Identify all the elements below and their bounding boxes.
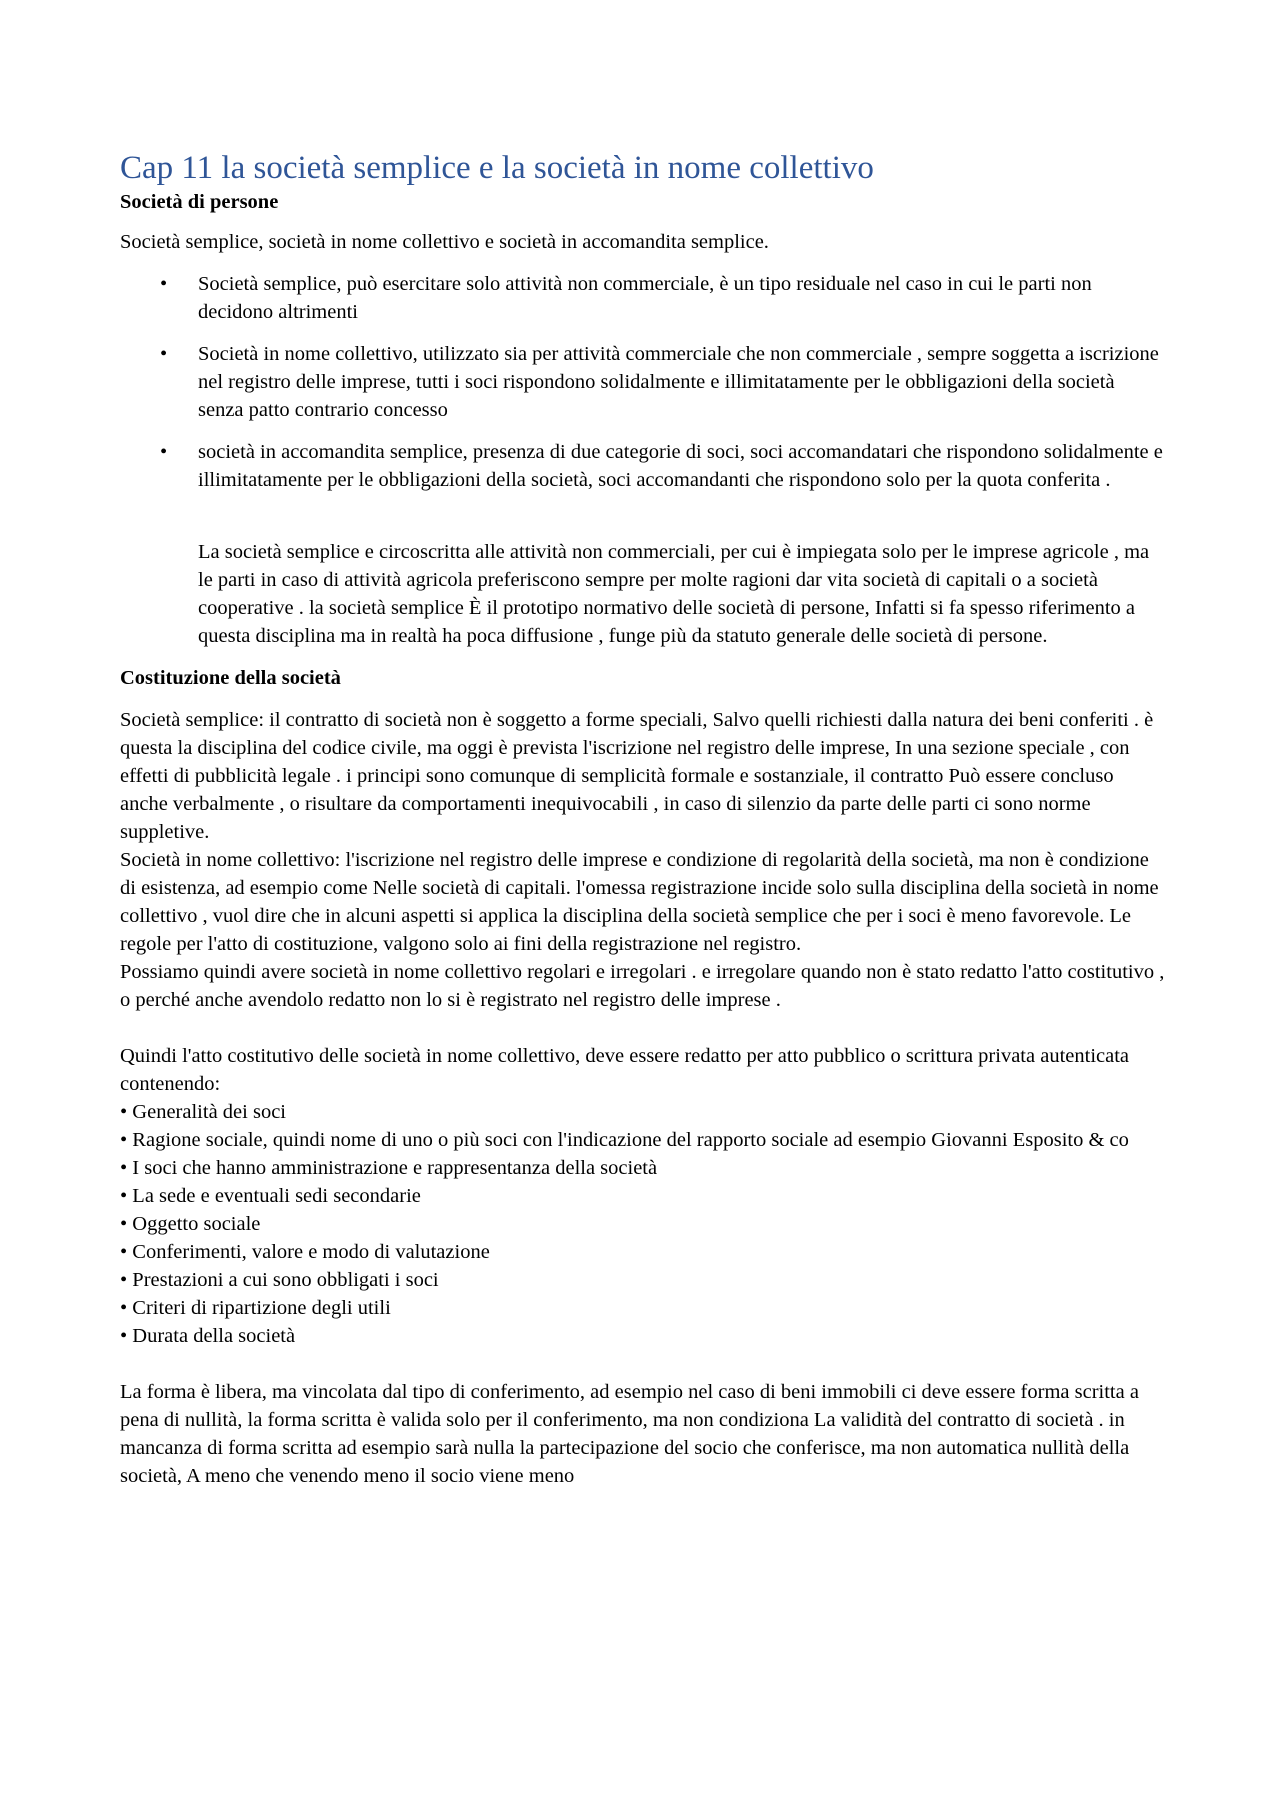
bullet-icon: • <box>160 343 168 365</box>
list-item: • Durata della società <box>120 1325 296 1347</box>
list-item: • Prestazioni a cui sono obbligati i soci <box>120 1269 439 1291</box>
list-item: • Conferimenti, valore e modo di valutazione <box>120 1241 490 1263</box>
types-bullet-list <box>120 270 1165 494</box>
intro-paragraph: Società semplice, società in nome collettivo e società in accomandita semplice. <box>120 231 769 253</box>
list-item <box>120 438 1165 494</box>
list-item: • Oggetto sociale <box>120 1213 261 1235</box>
document-body <box>120 148 1165 1490</box>
list-item: • Generalità dei soci <box>120 1101 286 1123</box>
list-item: • Criteri di ripartizione degli utili <box>120 1297 391 1319</box>
list-item-text: Società in nome collettivo, utilizzato sia per attività commerciale che non commerciale , sempre soggetta a iscrizione nel registro delle imprese, tutti i soci rispondono solidalmente e illimitatamente per le obbligazioni della società senza patto contrario concesso <box>198 343 1159 421</box>
list-item: • I soci che hanno amministrazione e rappresentanza della società <box>120 1157 658 1179</box>
bullet-icon: • <box>160 273 168 295</box>
indented-paragraph: La società semplice e circoscritta alle attività non commerciali, per cui è impiegata solo per le imprese agricole , ma le parti in caso di attività agricola preferiscono sempre per molte ragioni dar vita società di capitali o a società cooperative . la società semplice È il prototipo normativo delle società di persone, Infatti si fa spesso riferimento a questa disciplina ma in realtà ha poca diffusione , funge più da statuto generale delle società di persone. <box>198 541 1150 647</box>
list-item <box>120 340 1165 424</box>
paragraph-atto-costitutivo: Quindi l'atto costitutivo delle società in nome collettivo, deve essere redatto per atto pubblico o scrittura privata autenticata contenendo: <box>120 1045 1130 1095</box>
section-heading-costituzione: Costituzione della società <box>120 667 341 689</box>
bullet-icon: • <box>160 441 168 463</box>
list-item: • La sede e eventuali sedi secondarie <box>120 1185 421 1207</box>
paragraph-societa-semplice: Società semplice: il contratto di società non è soggetto a forme speciali, Salvo quelli richiesti dalla natura dei beni conferiti . è questa la disciplina del codice civile, ma oggi è prevista l'iscrizione nel registro delle imprese, In una sezione speciale , con effetti di pubblicità legale . i principi sono comunque di semplicità formale e sostanziale, il contratto Può essere concluso anche verbalmente , o risultare da comportamenti inequivocabili , in caso di silenzio da parte delle parti ci sono norme suppletive. <box>120 709 1154 843</box>
paragraph-regolari-irregolari: Possiamo quindi avere società in nome collettivo regolari e irregolari . e irregolare quando non è stato redatto l'atto costitutivo , o perché anche avendolo redatto non lo si è registrato nel registro delle imprese . <box>120 961 1165 1011</box>
list-item-text: società in accomandita semplice, presenza di due categorie di soci, soci accomandatari che rispondono solidalmente e illimitatamente per le obbligazioni della società, soci accomandanti che rispondono solo per la quota conferita . <box>198 441 1163 491</box>
section-heading-societa-di-persone: Società di persone <box>120 191 279 213</box>
list-item-text: Società semplice, può esercitare solo attività non commerciale, è un tipo residuale nel caso in cui le parti non decidono altrimenti <box>198 273 1092 323</box>
list-item: • Ragione sociale, quindi nome di uno o più soci con l'indicazione del rapporto sociale ad esempio Giovanni Esposito & co <box>120 1129 1129 1151</box>
paragraph-forma: La forma è libera, ma vincolata dal tipo di conferimento, ad esempio nel caso di beni immobili ci deve essere forma scritta a pena di nullità, la forma scritta è valida solo per il conferimento, ma non condiziona La validità del contratto di società . in mancanza di forma scritta ad esempio sarà nulla la partecipazione del socio che conferisce, ma non automatica nullità della società, A meno che venendo meno il socio viene meno <box>120 1381 1139 1487</box>
paragraph-societa-nome-collettivo: Società in nome collettivo: l'iscrizione nel registro delle imprese e condizione di regolarità della società, ma non è condizione di esistenza, ad esempio come Nelle società di capitali. l'omessa registrazione incide solo sulla disciplina della società in nome collettivo , vuol dire che in alcuni aspetti si applica la disciplina della società semplice che per i soci è meno favorevole. Le regole per l'atto di costituzione, valgono solo ai fini della registrazione nel registro. <box>120 849 1159 955</box>
list-item <box>120 270 1165 326</box>
atto-contents-list <box>120 1098 1165 1350</box>
document-title: Cap 11 la società semplice e la società in nome collettivo <box>120 150 874 186</box>
